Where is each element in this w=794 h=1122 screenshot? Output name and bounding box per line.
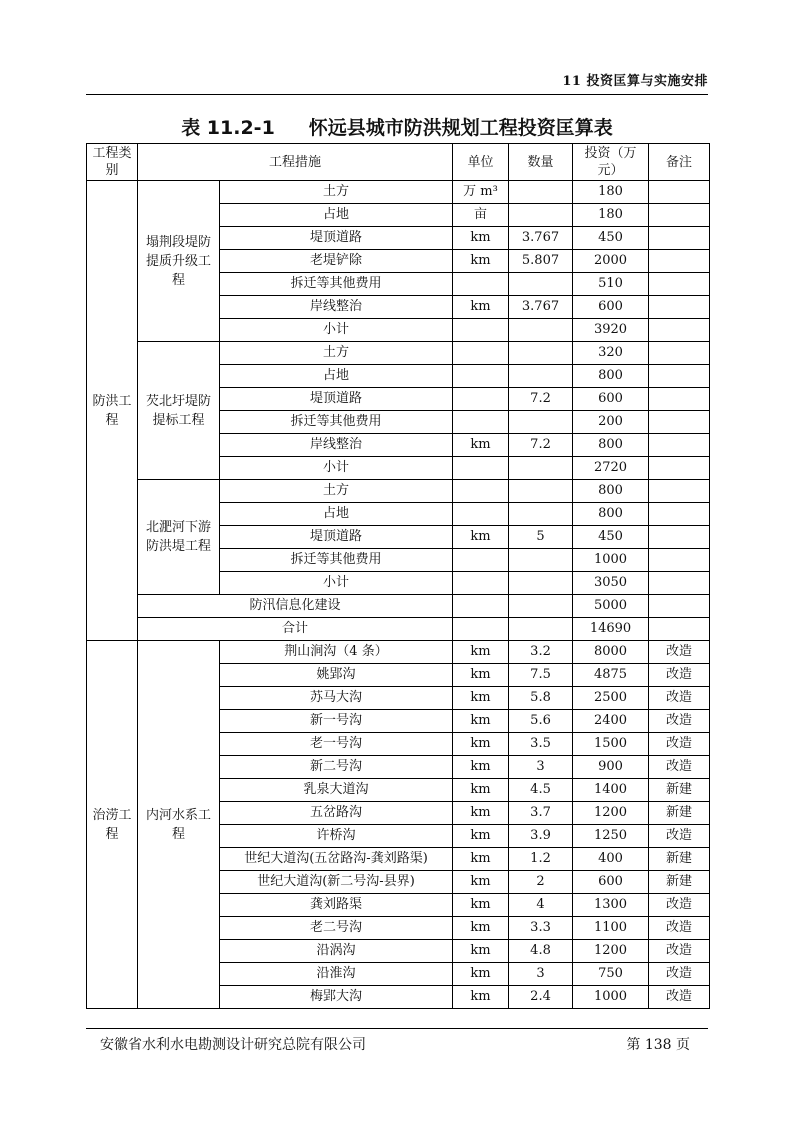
item-name: 苏马大沟 bbox=[220, 687, 453, 710]
table-title-text: 怀远县城市防洪规划工程投资匡算表 bbox=[308, 117, 613, 139]
table-row bbox=[87, 181, 710, 204]
total-label: 合计 bbox=[138, 618, 453, 641]
item-remark: 新建 bbox=[649, 802, 710, 825]
footer-rule bbox=[86, 1028, 708, 1029]
item-unit: km bbox=[453, 296, 509, 319]
item-remark: 改造 bbox=[649, 733, 710, 756]
item-unit: km bbox=[453, 733, 509, 756]
item-unit bbox=[453, 273, 509, 296]
item-name: 老一号沟 bbox=[220, 733, 453, 756]
item-unit: km bbox=[453, 526, 509, 549]
item-qty: 3 bbox=[509, 963, 573, 986]
item-qty: 7.5 bbox=[509, 664, 573, 687]
item-invest: 1400 bbox=[573, 779, 649, 802]
subtotal-label: 小计 bbox=[220, 572, 453, 595]
info-invest: 5000 bbox=[573, 595, 649, 618]
item-invest: 4875 bbox=[573, 664, 649, 687]
info-name: 防汛信息化建设 bbox=[138, 595, 453, 618]
item-name: 龚刘路渠 bbox=[220, 894, 453, 917]
item-name: 世纪大道沟(新二号沟-县界) bbox=[220, 871, 453, 894]
item-qty: 7.2 bbox=[509, 434, 573, 457]
item-invest: 400 bbox=[573, 848, 649, 871]
item-unit: km bbox=[453, 664, 509, 687]
item-remark: 新建 bbox=[649, 848, 710, 871]
item-unit bbox=[453, 480, 509, 503]
item-remark: 改造 bbox=[649, 894, 710, 917]
info-row bbox=[87, 595, 710, 618]
item-qty: 1.2 bbox=[509, 848, 573, 871]
subtotal-label: 小计 bbox=[220, 319, 453, 342]
item-unit: km bbox=[453, 825, 509, 848]
item-invest: 1250 bbox=[573, 825, 649, 848]
col-header-qty: 数量 bbox=[509, 144, 573, 181]
subtotal-qty bbox=[509, 572, 573, 595]
item-qty: 4 bbox=[509, 894, 573, 917]
total-row bbox=[87, 618, 710, 641]
item-remark bbox=[649, 526, 710, 549]
item-unit: km bbox=[453, 802, 509, 825]
item-invest: 2000 bbox=[573, 250, 649, 273]
item-invest: 800 bbox=[573, 365, 649, 388]
item-qty: 3.9 bbox=[509, 825, 573, 848]
table-body bbox=[87, 181, 710, 1009]
item-invest: 1000 bbox=[573, 986, 649, 1009]
item-name: 姚郢沟 bbox=[220, 664, 453, 687]
item-qty: 7.2 bbox=[509, 388, 573, 411]
item-unit: km bbox=[453, 227, 509, 250]
col-header-invest: 投资（万元） bbox=[573, 144, 649, 181]
subtotal-remark bbox=[649, 457, 710, 480]
item-remark: 改造 bbox=[649, 940, 710, 963]
item-qty bbox=[509, 342, 573, 365]
subtotal-remark bbox=[649, 319, 710, 342]
col-header-unit: 单位 bbox=[453, 144, 509, 181]
item-qty: 4.5 bbox=[509, 779, 573, 802]
item-remark bbox=[649, 503, 710, 526]
item-unit: 亩 bbox=[453, 204, 509, 227]
item-name: 拆迁等其他费用 bbox=[220, 273, 453, 296]
item-invest: 1200 bbox=[573, 940, 649, 963]
item-qty: 3.767 bbox=[509, 227, 573, 250]
item-unit: km bbox=[453, 641, 509, 664]
item-remark: 改造 bbox=[649, 825, 710, 848]
subtotal-label: 小计 bbox=[220, 457, 453, 480]
item-remark: 改造 bbox=[649, 963, 710, 986]
item-remark: 改造 bbox=[649, 756, 710, 779]
item-name: 拆迁等其他费用 bbox=[220, 549, 453, 572]
item-unit: km bbox=[453, 687, 509, 710]
item-qty bbox=[509, 503, 573, 526]
subtotal-remark bbox=[649, 572, 710, 595]
item-name: 土方 bbox=[220, 342, 453, 365]
total-invest: 14690 bbox=[573, 618, 649, 641]
item-name: 岸线整治 bbox=[220, 434, 453, 457]
header-rule bbox=[86, 94, 708, 95]
col-header-measure: 工程措施 bbox=[138, 144, 453, 181]
item-invest: 1500 bbox=[573, 733, 649, 756]
item-remark bbox=[649, 388, 710, 411]
item-name: 新二号沟 bbox=[220, 756, 453, 779]
info-unit bbox=[453, 595, 509, 618]
item-name: 沿涡沟 bbox=[220, 940, 453, 963]
item-invest: 800 bbox=[573, 434, 649, 457]
budget-table bbox=[86, 143, 710, 1009]
item-invest: 1000 bbox=[573, 549, 649, 572]
category-flood: 防洪工程 bbox=[87, 181, 138, 641]
item-name: 拆迁等其他费用 bbox=[220, 411, 453, 434]
item-unit: km bbox=[453, 779, 509, 802]
item-invest: 900 bbox=[573, 756, 649, 779]
item-remark bbox=[649, 411, 710, 434]
group-name: 内河水系工程 bbox=[138, 641, 220, 1009]
group-name: 北淝河下游防洪堤工程 bbox=[138, 480, 220, 595]
item-invest: 1300 bbox=[573, 894, 649, 917]
item-qty: 5 bbox=[509, 526, 573, 549]
item-qty: 3.767 bbox=[509, 296, 573, 319]
item-remark bbox=[649, 227, 710, 250]
item-invest: 8000 bbox=[573, 641, 649, 664]
item-qty bbox=[509, 411, 573, 434]
item-name: 土方 bbox=[220, 181, 453, 204]
group-name: 塌荆段堤防提质升级工程 bbox=[138, 181, 220, 342]
item-remark: 改造 bbox=[649, 917, 710, 940]
item-invest: 2400 bbox=[573, 710, 649, 733]
item-remark bbox=[649, 549, 710, 572]
item-qty bbox=[509, 204, 573, 227]
item-qty: 4.8 bbox=[509, 940, 573, 963]
item-unit: km bbox=[453, 710, 509, 733]
table-header-row bbox=[87, 144, 710, 181]
item-remark: 新建 bbox=[649, 871, 710, 894]
item-remark bbox=[649, 434, 710, 457]
item-unit: km bbox=[453, 917, 509, 940]
table-row bbox=[87, 641, 710, 664]
item-qty bbox=[509, 273, 573, 296]
item-name: 堤顶道路 bbox=[220, 388, 453, 411]
subtotal-unit bbox=[453, 457, 509, 480]
item-unit bbox=[453, 365, 509, 388]
table-number: 表 11.2-1 bbox=[181, 117, 275, 139]
item-qty: 5.807 bbox=[509, 250, 573, 273]
item-invest: 800 bbox=[573, 480, 649, 503]
subtotal-qty bbox=[509, 457, 573, 480]
item-qty bbox=[509, 365, 573, 388]
item-invest: 180 bbox=[573, 181, 649, 204]
category-drain: 治涝工程 bbox=[87, 641, 138, 1009]
item-unit: km bbox=[453, 940, 509, 963]
item-unit: km bbox=[453, 756, 509, 779]
item-name: 五岔路沟 bbox=[220, 802, 453, 825]
item-invest: 800 bbox=[573, 503, 649, 526]
item-unit: km bbox=[453, 986, 509, 1009]
item-unit: km bbox=[453, 250, 509, 273]
total-unit bbox=[453, 618, 509, 641]
info-qty bbox=[509, 595, 573, 618]
item-invest: 450 bbox=[573, 526, 649, 549]
total-qty bbox=[509, 618, 573, 641]
item-remark: 新建 bbox=[649, 779, 710, 802]
item-name: 荆山涧沟（4 条） bbox=[220, 641, 453, 664]
subtotal-unit bbox=[453, 572, 509, 595]
item-qty: 3.7 bbox=[509, 802, 573, 825]
item-invest: 320 bbox=[573, 342, 649, 365]
item-remark bbox=[649, 342, 710, 365]
item-qty: 3.5 bbox=[509, 733, 573, 756]
item-invest: 600 bbox=[573, 296, 649, 319]
item-qty bbox=[509, 480, 573, 503]
item-remark bbox=[649, 480, 710, 503]
col-header-remark: 备注 bbox=[649, 144, 710, 181]
item-qty: 5.6 bbox=[509, 710, 573, 733]
item-invest: 750 bbox=[573, 963, 649, 986]
item-remark bbox=[649, 296, 710, 319]
item-qty bbox=[509, 549, 573, 572]
item-unit: 万 m³ bbox=[453, 181, 509, 204]
table-row bbox=[87, 480, 710, 503]
running-header: 11 投资匡算与实施安排 bbox=[562, 74, 708, 89]
subtotal-value: 3050 bbox=[573, 572, 649, 595]
item-name: 土方 bbox=[220, 480, 453, 503]
item-unit: km bbox=[453, 963, 509, 986]
item-unit bbox=[453, 388, 509, 411]
subtotal-unit bbox=[453, 319, 509, 342]
item-qty: 3 bbox=[509, 756, 573, 779]
item-invest: 600 bbox=[573, 388, 649, 411]
item-qty bbox=[509, 181, 573, 204]
subtotal-value: 3920 bbox=[573, 319, 649, 342]
info-remark bbox=[649, 595, 710, 618]
item-name: 占地 bbox=[220, 365, 453, 388]
item-remark: 改造 bbox=[649, 687, 710, 710]
item-name: 岸线整治 bbox=[220, 296, 453, 319]
item-name: 新一号沟 bbox=[220, 710, 453, 733]
total-remark bbox=[649, 618, 710, 641]
item-name: 乳泉大道沟 bbox=[220, 779, 453, 802]
table-title bbox=[0, 113, 794, 140]
item-name: 沿淮沟 bbox=[220, 963, 453, 986]
item-unit bbox=[453, 342, 509, 365]
item-qty: 3.2 bbox=[509, 641, 573, 664]
item-invest: 600 bbox=[573, 871, 649, 894]
item-unit: km bbox=[453, 894, 509, 917]
item-name: 占地 bbox=[220, 204, 453, 227]
item-qty: 5.8 bbox=[509, 687, 573, 710]
item-name: 堤顶道路 bbox=[220, 526, 453, 549]
item-invest: 200 bbox=[573, 411, 649, 434]
item-invest: 450 bbox=[573, 227, 649, 250]
item-qty: 2 bbox=[509, 871, 573, 894]
item-name: 占地 bbox=[220, 503, 453, 526]
item-remark: 改造 bbox=[649, 710, 710, 733]
item-remark: 改造 bbox=[649, 641, 710, 664]
item-qty: 2.4 bbox=[509, 986, 573, 1009]
item-remark bbox=[649, 250, 710, 273]
item-remark: 改造 bbox=[649, 986, 710, 1009]
item-name: 世纪大道沟(五岔路沟-龚刘路渠) bbox=[220, 848, 453, 871]
item-qty: 3.3 bbox=[509, 917, 573, 940]
item-invest: 510 bbox=[573, 273, 649, 296]
subtotal-qty bbox=[509, 319, 573, 342]
item-unit bbox=[453, 411, 509, 434]
item-name: 许桥沟 bbox=[220, 825, 453, 848]
item-unit: km bbox=[453, 434, 509, 457]
footer-page-number: 第 138 页 bbox=[626, 1037, 690, 1053]
item-invest: 180 bbox=[573, 204, 649, 227]
group-name: 芡北圩堤防提标工程 bbox=[138, 342, 220, 480]
item-remark bbox=[649, 181, 710, 204]
item-unit: km bbox=[453, 848, 509, 871]
item-unit: km bbox=[453, 871, 509, 894]
item-unit bbox=[453, 503, 509, 526]
item-invest: 1200 bbox=[573, 802, 649, 825]
item-remark: 改造 bbox=[649, 664, 710, 687]
item-invest: 1100 bbox=[573, 917, 649, 940]
item-name: 老二号沟 bbox=[220, 917, 453, 940]
item-remark bbox=[649, 204, 710, 227]
item-remark bbox=[649, 365, 710, 388]
item-name: 老堤铲除 bbox=[220, 250, 453, 273]
item-name: 梅郢大沟 bbox=[220, 986, 453, 1009]
item-name: 堤顶道路 bbox=[220, 227, 453, 250]
item-unit bbox=[453, 549, 509, 572]
footer-org: 安徽省水利水电勘测设计研究总院有限公司 bbox=[100, 1037, 366, 1053]
col-header-type: 工程类别 bbox=[87, 144, 138, 181]
table-row bbox=[87, 342, 710, 365]
subtotal-value: 2720 bbox=[573, 457, 649, 480]
item-remark bbox=[649, 273, 710, 296]
item-invest: 2500 bbox=[573, 687, 649, 710]
